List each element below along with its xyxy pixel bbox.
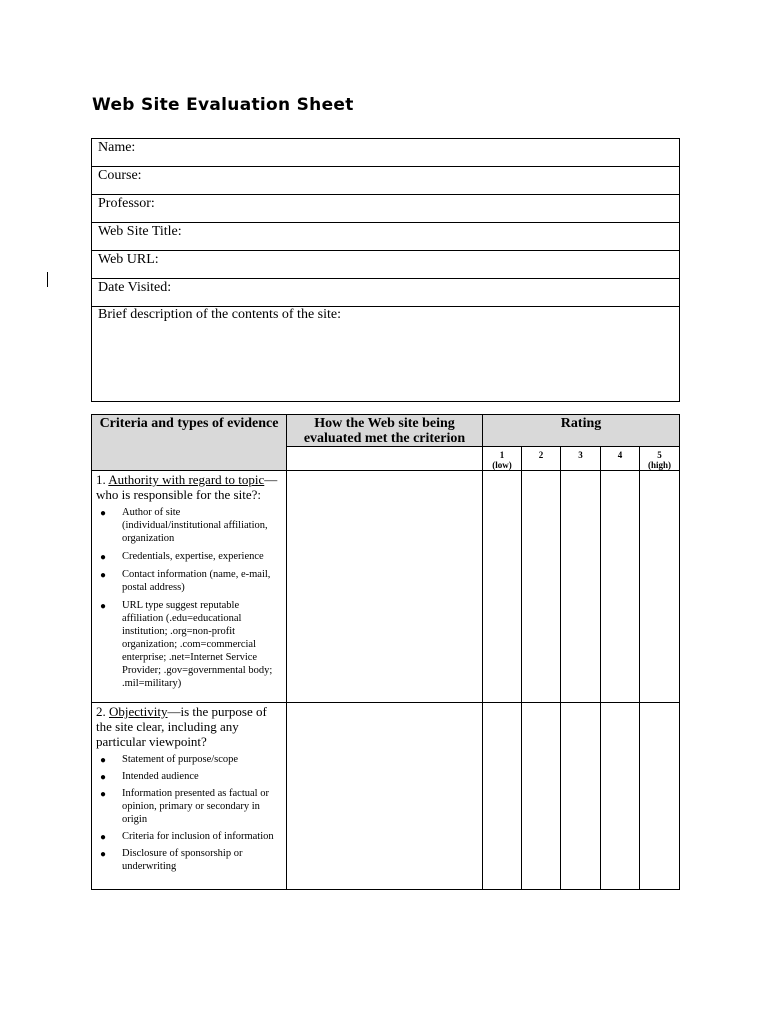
list-item: ● Statement of purpose/scope bbox=[100, 754, 239, 766]
rating-5-header: 5 (high) bbox=[640, 447, 680, 471]
objectivity-rating-5[interactable] bbox=[640, 703, 680, 890]
list-item: ● Intended audience bbox=[100, 771, 199, 783]
rating-4-header: 4 bbox=[601, 447, 640, 471]
criteria-table bbox=[91, 414, 680, 890]
objectivity-rating-1[interactable] bbox=[483, 703, 522, 890]
header-how-met: How the Web site being evaluated met the criterion bbox=[287, 415, 483, 447]
criterion-authority: 1. Authority with regard to topic— who is responsible for the site?: ● Author of site (individual/institutional affiliation, organization ● Credentials, expertise, experience ● Contact information (name, e-mail, postal address) ● URL type suggest reputable affiliation (.edu=educational institution; .org=non-profit organization; .com=commercial enterprise; .net=Internet Service Provider; .gov=governmental body; .mil=military) bbox=[92, 471, 287, 703]
table-row bbox=[92, 471, 680, 703]
how-met-subheader-cell bbox=[287, 447, 483, 471]
list-item: ● Disclosure of sponsorship or underwriting bbox=[100, 848, 243, 872]
authority-rating-2[interactable] bbox=[522, 471, 561, 703]
list-item: ● URL type suggest reputable affiliation (.edu=educational institution; .org=non-profit organization; .com=commercial enterprise; .net=Internet Service Provider; .gov=governmental body; .mil=military) bbox=[100, 600, 273, 689]
header-criteria: Criteria and types of evidence bbox=[92, 415, 287, 471]
page-title: Web Site Evaluation Sheet bbox=[92, 95, 354, 115]
authority-how-met-cell[interactable] bbox=[287, 471, 483, 703]
objectivity-rating-3[interactable] bbox=[561, 703, 601, 890]
field-professor[interactable]: Professor: bbox=[92, 195, 680, 223]
authority-rating-4[interactable] bbox=[601, 471, 640, 703]
list-item: ● Credentials, expertise, experience bbox=[100, 551, 264, 563]
table-row bbox=[92, 703, 680, 890]
rating-1-header: 1 (low) bbox=[483, 447, 522, 471]
field-description[interactable]: Brief description of the contents of the site: bbox=[92, 307, 680, 402]
list-item: ● Criteria for inclusion of information bbox=[100, 831, 274, 843]
objectivity-rating-4[interactable] bbox=[601, 703, 640, 890]
authority-rating-5[interactable] bbox=[640, 471, 680, 703]
list-item: ● Information presented as factual or opinion, primary or secondary in origin bbox=[100, 788, 269, 825]
field-web-site-title[interactable]: Web Site Title: bbox=[92, 223, 680, 251]
objectivity-how-met-cell[interactable] bbox=[287, 703, 483, 890]
text-cursor bbox=[47, 272, 48, 287]
rating-2-header: 2 bbox=[522, 447, 561, 471]
criterion-objectivity: 2. Objectivity—is the purpose of the site clear, including any particular viewpoint? ● Statement of purpose/scope ● Intended audience ● Information presented as factual or opinion, primary or secondary in origin ● Criteria for inclusion of information ● Disclosure of sponsorship or underwriting bbox=[92, 703, 287, 890]
field-course[interactable]: Course: bbox=[92, 167, 680, 195]
field-web-url[interactable]: Web URL: bbox=[92, 251, 680, 279]
authority-rating-1[interactable] bbox=[483, 471, 522, 703]
list-item: ● Contact information (name, e-mail, postal address) bbox=[100, 569, 271, 593]
objectivity-rating-2[interactable] bbox=[522, 703, 561, 890]
field-date-visited[interactable]: Date Visited: bbox=[92, 279, 680, 307]
rating-3-header: 3 bbox=[561, 447, 601, 471]
field-name[interactable]: Name: bbox=[92, 139, 680, 167]
header-rating: Rating bbox=[483, 415, 680, 447]
info-table bbox=[91, 138, 680, 402]
authority-rating-3[interactable] bbox=[561, 471, 601, 703]
list-item: ● Author of site (individual/institutional affiliation, organization bbox=[100, 507, 268, 544]
